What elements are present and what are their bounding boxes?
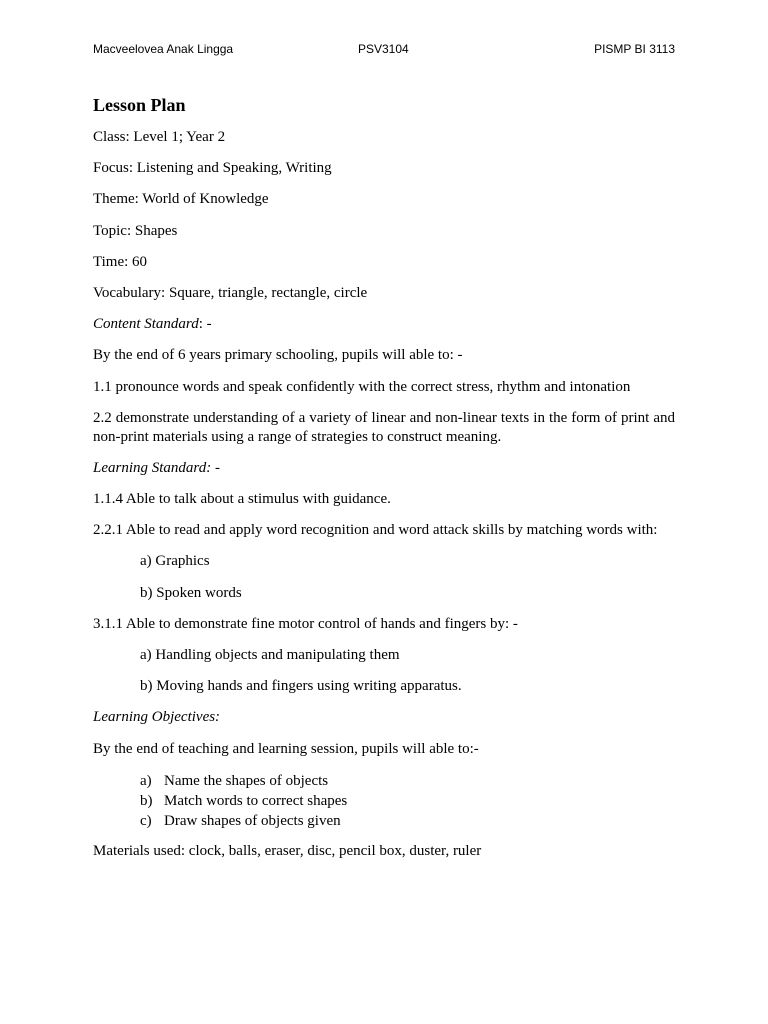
page-header bbox=[93, 42, 675, 60]
learning-standard-3-1-1: 3.1.1 Able to demonstrate fine motor control of hands and fingers by: - bbox=[93, 615, 518, 632]
list-marker: c) bbox=[140, 812, 152, 829]
content-standard-heading bbox=[93, 315, 675, 334]
list-item-text: Match words to correct shapes bbox=[164, 792, 348, 809]
content-standard-suffix: : - bbox=[198, 316, 212, 333]
materials-line: Materials used: clock, balls, eraser, disc, pencil box, duster, ruler bbox=[93, 842, 482, 859]
list-marker: a) bbox=[140, 772, 152, 789]
objectives-intro: By the end of teaching and learning session, pupils will able to:- bbox=[93, 740, 479, 757]
list-item-text: Name the shapes of objects bbox=[164, 772, 329, 789]
learning-standard-sub-item: b) Spoken words bbox=[140, 584, 242, 601]
content-standard-item: 1.1 pronounce words and speak confidently with the correct stress, rhythm and intonation bbox=[93, 378, 631, 395]
list-item bbox=[93, 771, 675, 791]
class-line: Class: Level 1; Year 2 bbox=[93, 129, 226, 145]
learning-standard-sub-item: b) Moving hands and fingers using writing apparatus. bbox=[140, 678, 462, 695]
learning-standard-sub-item: a) Graphics bbox=[140, 553, 210, 570]
content-intro: By the end of 6 years primary schooling, pupils will able to: - bbox=[93, 347, 463, 364]
learning-standard-sub-item: a) Handling objects and manipulating them bbox=[140, 647, 400, 663]
list-item bbox=[93, 811, 675, 831]
content-standard-item: 2.2 demonstrate understanding of a variety of linear and non-linear texts in the form of print and non-print materials using a range of strategies to construct meaning. bbox=[93, 409, 675, 445]
document-body bbox=[93, 93, 675, 873]
learning-standard-2-2-1: 2.2.1 Able to read and apply word recognition and word attack skills by matching words with: bbox=[93, 522, 658, 539]
header-program: PISMP BI 3113 bbox=[594, 42, 675, 56]
page-title: Lesson Plan bbox=[93, 95, 186, 115]
topic-line: Topic: Shapes bbox=[93, 222, 178, 239]
list-item-text: Draw shapes of objects given bbox=[164, 812, 341, 829]
list-marker: b) bbox=[140, 792, 153, 809]
content-standard-label: Content Standard bbox=[93, 316, 199, 333]
vocabulary-line: Vocabulary: Square, triangle, rectangle, circle bbox=[93, 284, 368, 301]
objectives-list bbox=[93, 771, 675, 831]
theme-line: Theme: World of Knowledge bbox=[93, 191, 269, 208]
focus-line: Focus: Listening and Speaking, Writing bbox=[93, 160, 332, 177]
time-line: Time: 60 bbox=[93, 253, 148, 270]
learning-standard-1-1-4: 1.1.4 Able to talk about a stimulus with guidance. bbox=[93, 491, 391, 508]
learning-objectives-heading: Learning Objectives: bbox=[93, 709, 221, 726]
header-course-code: PSV3104 bbox=[358, 42, 409, 56]
header-author: Macveelovea Anak Lingga bbox=[93, 42, 234, 56]
learning-standard-heading: Learning Standard: - bbox=[93, 459, 220, 476]
list-item bbox=[93, 791, 675, 811]
